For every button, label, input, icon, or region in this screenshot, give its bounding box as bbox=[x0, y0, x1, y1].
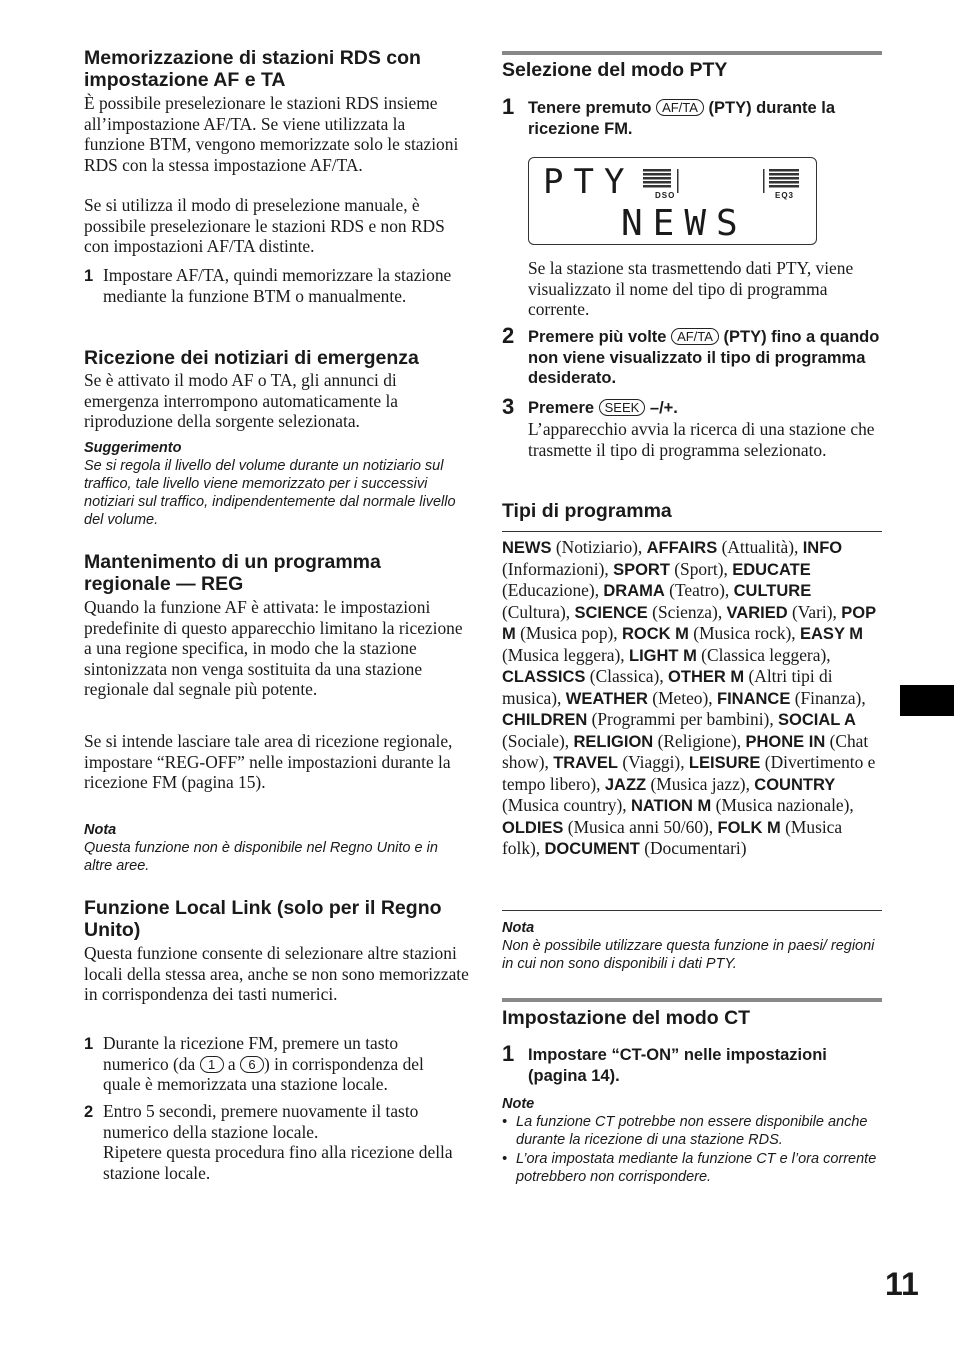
program-type-description: (Meteo), bbox=[647, 687, 717, 708]
program-type-code: EDUCATE bbox=[732, 560, 811, 579]
program-type-code: ROCK M bbox=[622, 625, 689, 643]
program-type-description: (Notiziario), bbox=[551, 537, 647, 557]
program-type-description: (Chat show), bbox=[502, 730, 869, 772]
program-type-code: LIGHT M bbox=[629, 646, 697, 665]
program-type-code: DOCUMENT bbox=[544, 840, 640, 858]
ct-section-rule bbox=[502, 998, 882, 1002]
program-type-code: RELIGION bbox=[573, 732, 654, 751]
program-type-code: PHONE IN bbox=[745, 732, 826, 751]
program-types-heading: Tipi di programma bbox=[502, 500, 672, 522]
program-type-description: (Vari), bbox=[787, 601, 842, 622]
emergency-heading: Ricezione dei notiziari di emergenza bbox=[84, 347, 419, 369]
pty-note-label: Nota bbox=[502, 920, 535, 936]
af-ta-button: AF/TA bbox=[656, 99, 704, 116]
program-types-list bbox=[502, 537, 882, 860]
local-step1-number: 1 bbox=[84, 1035, 94, 1053]
local-step2-repeat: Ripetere questa procedura fino alla ricezione della stazione locale. bbox=[103, 1142, 453, 1183]
program-type-code: SOCIAL A bbox=[778, 711, 856, 729]
program-type-code: EASY M bbox=[800, 625, 863, 643]
program-types-bottom-rule bbox=[502, 910, 882, 911]
program-type-code: COUNTRY bbox=[754, 775, 836, 794]
local-link-heading: Funzione Local Link (solo per il Regno Unito) bbox=[84, 897, 442, 941]
local-step2-number: 2 bbox=[84, 1103, 94, 1121]
program-type-code: FOLK M bbox=[717, 818, 781, 837]
lcd-eq3-text: EQ3 bbox=[775, 191, 795, 200]
pty-step1-number: 1 bbox=[502, 94, 515, 119]
program-type-description: (Divertimento e tempo libero), bbox=[502, 752, 876, 794]
ct-note-1: La funzione CT potrebbe non essere disponibile anche durante la ricezione di una stazione RDS. bbox=[516, 1114, 868, 1148]
program-type-description: (Musica folk), bbox=[502, 816, 843, 858]
program-type-description: (Documentari) bbox=[639, 838, 747, 858]
program-type-code: CULTURE bbox=[733, 582, 812, 600]
preset-key-6: 6 bbox=[240, 1056, 264, 1073]
program-type-description: (Musica leggera), bbox=[502, 644, 629, 665]
pty-heading: Selezione del modo PTY bbox=[502, 59, 728, 81]
pty-display-description: Se la stazione sta trasmettendo dati PTY, viene visualizzato il nome del tipo di programma corrente. bbox=[528, 258, 854, 319]
program-type-code: OTHER M bbox=[668, 668, 745, 686]
rds-step-number: 1 bbox=[84, 267, 94, 285]
emergency-paragraph: Se è attivato il modo AF o TA, gli annunci di emergenza interrompono automaticamente la riproduzione della sorgente selezionata. bbox=[84, 370, 399, 431]
pty-step3-number: 3 bbox=[502, 394, 515, 419]
pty-section-rule bbox=[502, 51, 882, 55]
rds-paragraph-2: Se si utilizza il modo di preselezione manuale, è possibile preselezionare le stazioni RDS e non RDS con impostazioni AF/TA distinte. bbox=[84, 195, 445, 256]
program-type-code: WEATHER bbox=[565, 689, 648, 708]
pty-step3-text: Premere SEEK –/+. bbox=[528, 399, 678, 417]
lcd-dso-text: DSO bbox=[655, 191, 676, 200]
program-type-code: POP M bbox=[502, 603, 876, 643]
reg-heading: Mantenimento di un programma regionale — REG bbox=[84, 551, 381, 595]
program-type-description: (Musica jazz), bbox=[646, 773, 755, 794]
program-type-code: DRAMA bbox=[603, 582, 665, 600]
program-type-description: (Musica pop), bbox=[515, 623, 623, 643]
local-step1-text: Durante la ricezione FM, premere un tasto numerico (da 1 a 6 ) in corrispondenza del quale è memorizzata una stazione locale. bbox=[103, 1033, 424, 1094]
tip-label: Suggerimento bbox=[84, 440, 182, 456]
program-types-top-rule bbox=[502, 531, 882, 532]
program-type-code: JAZZ bbox=[604, 775, 647, 794]
pty-step1-text: Tenere premuto AF/TA (PTY) durante la ricezione FM. bbox=[528, 99, 836, 138]
program-type-code: AFFAIRS bbox=[646, 539, 718, 557]
reg-note-label: Nota bbox=[84, 822, 117, 838]
rds-paragraph-1: È possibile preselezionare le stazioni RDS insieme all’impostazione AF/TA. Se viene utilizzata la funzione BTM, vengono memorizzate solo le stazioni RDS con la stessa impostazione AF/TA. bbox=[84, 93, 459, 175]
program-type-code: FINANCE bbox=[717, 689, 791, 708]
program-type-code: SCIENCE bbox=[574, 603, 648, 622]
program-type-code: SPORT bbox=[613, 560, 670, 579]
program-type-code: NATION M bbox=[630, 797, 712, 815]
lcd-pty-label: PTY bbox=[543, 162, 635, 202]
tip-text: Se si regola il livello del volume durante un notiziario sul traffico, tale livello viene memorizzato per i successivi notiziari sul traffico, indipendentemente dal normale livello del volume. bbox=[84, 458, 456, 528]
reg-note-text: Questa funzione non è disponibile nel Regno Unito e in altre aree. bbox=[84, 840, 438, 874]
program-type-description: (Sociale), bbox=[502, 730, 574, 751]
program-type-description: (Musica country), bbox=[502, 795, 631, 815]
program-type-code: OLDIES bbox=[502, 818, 564, 837]
program-type-description: (Attualità), bbox=[717, 537, 803, 557]
local-step2-text: Entro 5 secondi, premere nuovamente il tasto numerico della stazione locale. bbox=[103, 1101, 419, 1142]
program-type-code: VARIED bbox=[726, 603, 788, 622]
program-type-description: (Informazioni), bbox=[502, 558, 614, 579]
lcd-news-label: NEWS bbox=[621, 203, 748, 244]
lcd-display bbox=[528, 157, 817, 245]
program-type-description: (Religione), bbox=[653, 730, 746, 751]
program-type-description: (Sport), bbox=[669, 558, 733, 579]
seek-button: SEEK bbox=[599, 399, 646, 416]
pty-step3-description: L’apparecchio avvia la ricerca di una stazione che trasmette il tipo di programma selezionato. bbox=[528, 419, 875, 460]
program-type-code: INFO bbox=[802, 539, 843, 557]
program-type-description: (Classica), bbox=[585, 666, 669, 686]
page-number: 11 bbox=[885, 1266, 919, 1302]
ct-step1-number: 1 bbox=[502, 1041, 515, 1066]
rds-step-text: Impostare AF/TA, quindi memorizzare la stazione mediante la funzione BTM o manualmente. bbox=[103, 265, 452, 306]
pty-step2-number: 2 bbox=[502, 323, 515, 348]
program-type-description: (Scienza), bbox=[647, 601, 727, 622]
program-type-description: (Musica nazionale), bbox=[711, 795, 854, 815]
program-type-description: (Educazione), bbox=[502, 580, 604, 600]
program-type-code: NEWS bbox=[502, 539, 552, 557]
reg-paragraph-2: Se si intende lasciare tale area di ricezione regionale, impostare “REG-OFF” nelle impostazioni durante la ricezione FM (pagina 15). bbox=[84, 731, 453, 792]
program-type-description: (Musica anni 50/60), bbox=[563, 816, 718, 837]
program-type-description: (Cultura), bbox=[502, 601, 575, 622]
program-type-description: (Finanza), bbox=[790, 687, 866, 708]
ct-note1-bullet: • bbox=[502, 1114, 508, 1130]
af-ta-button-2: AF/TA bbox=[671, 328, 719, 345]
program-type-code: TRAVEL bbox=[553, 754, 618, 772]
ct-step1-text: Impostare “CT-ON” nelle impostazioni (pagina 14). bbox=[528, 1046, 827, 1085]
program-type-description: (Musica rock), bbox=[688, 623, 801, 643]
program-type-description: (Classica leggera), bbox=[696, 644, 831, 665]
ct-heading: Impostazione del modo CT bbox=[502, 1007, 751, 1029]
preset-key-1: 1 bbox=[200, 1056, 224, 1073]
program-type-description: (Teatro), bbox=[664, 580, 734, 600]
rds-af-ta-heading: Memorizzazione di stazioni RDS con impostazione AF e TA bbox=[84, 47, 421, 91]
ct-note2-bullet: • bbox=[502, 1151, 508, 1167]
program-type-code: LEISURE bbox=[688, 754, 761, 772]
language-section-tab bbox=[900, 685, 954, 716]
program-type-code: CHILDREN bbox=[502, 711, 588, 729]
reg-paragraph-1: Quando la funzione AF è attivata: le impostazioni predefinite di questo apparecchio limitano la ricezione a una regione specifica, in modo che la stazione sintonizzata non venga sostituita da una stazione regionale dal segnale più potente. bbox=[84, 597, 463, 699]
program-type-description: (Altri tipi di musica), bbox=[502, 666, 833, 708]
local-link-paragraph: Questa funzione consente di selezionare altre stazioni locali della stessa area, anche se non sono memorizzate in corrispondenza dei tasti numerici. bbox=[84, 943, 469, 1004]
ct-notes-label: Note bbox=[502, 1096, 535, 1112]
program-type-description: (Programmi per bambini), bbox=[587, 709, 779, 729]
ct-note-2: L’ora impostata mediante la funzione CT e l’ora corrente potrebbero non corrispondere. bbox=[516, 1151, 877, 1185]
pty-step2-text: Premere più volte AF/TA (PTY) fino a quando non viene visualizzato il tipo di programma desiderato. bbox=[528, 328, 880, 387]
program-type-code: CLASSICS bbox=[502, 668, 586, 686]
program-type-description: (Viaggi), bbox=[618, 752, 689, 772]
pty-note-text: Non è possibile utilizzare questa funzione in paesi/ regioni in cui non sono disponibili i dati PTY. bbox=[502, 938, 875, 972]
